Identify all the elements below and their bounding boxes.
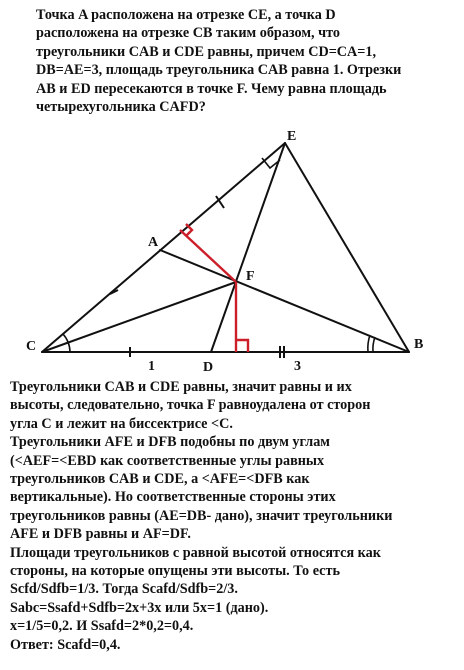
point-label-F: F bbox=[246, 269, 255, 284]
segment-label-CD: 1 bbox=[148, 359, 155, 374]
segment-label-DB: 3 bbox=[294, 359, 301, 374]
segment-AB bbox=[160, 250, 409, 352]
segment-CF-bisector bbox=[42, 282, 236, 352]
solution-line: Scfd/Sdfb=1/3. Тогда Scafd/Sdfb=2/3. bbox=[10, 581, 238, 598]
solution-line: высоты, следовательно, точка F равноудалена от сторон bbox=[10, 397, 371, 414]
problem-line: Точка A расположена на отрезке CE, а точка D bbox=[36, 7, 336, 23]
problem-line: DB=AE=3, площадь треугольника CAB равна 1. Отрезки bbox=[36, 62, 402, 79]
solution-line: Треугольники AFE и DFB подобны по двум углам bbox=[10, 434, 330, 451]
solution-line: треугольников равны (AE=DB- дано), значит треугольники bbox=[10, 507, 393, 524]
point-label-B: B bbox=[414, 337, 424, 352]
right-angle-mark-CE bbox=[186, 224, 192, 236]
point-label-C: C bbox=[26, 339, 37, 354]
point-label-E: E bbox=[287, 129, 297, 144]
solution-line: Площади треугольников с равной высотой относятся как bbox=[10, 544, 381, 561]
point-label-A: A bbox=[148, 235, 159, 250]
solution-line: x=1/5=0,2. И Ssafd=2*0,2=0,4. bbox=[10, 618, 194, 635]
solution-line: Sabc=Ssafd+Sdfb=2x+3x или 5x=1 (дано). bbox=[10, 599, 269, 616]
solution-line: (<AEF=<EBD как соответственные углы равных bbox=[10, 452, 325, 469]
height-F-to-CE bbox=[180, 230, 236, 282]
solution-line: AFE и DFB равны и AF=DF. bbox=[10, 526, 191, 543]
angle-arc-B-1 bbox=[373, 337, 375, 352]
angle-arc-B-2 bbox=[368, 335, 370, 352]
problem-line: AB и ED пересекаются в точке F. Чему равна площадь bbox=[36, 80, 387, 97]
problem-line: треугольники CAB и CDE равны, причем CD=CA=1, bbox=[36, 43, 377, 60]
point-label-D: D bbox=[203, 360, 214, 375]
solution-text bbox=[10, 378, 460, 654]
solution-line: угла C и лежит на биссектрисе <C. bbox=[10, 415, 233, 432]
solution-line: стороны, на которые опущены эти высоты. То есть bbox=[10, 563, 340, 580]
right-angle-mark-CB bbox=[236, 340, 248, 352]
solution-line: Треугольники CAB и CDE равны, значит равны и их bbox=[10, 379, 352, 395]
solution-line: вертикальные). Но соответственные стороны этих bbox=[10, 489, 336, 506]
solution-line: Ответ: Scafd=0,4. bbox=[10, 636, 121, 653]
problem-line: четырехугольника CAFD? bbox=[36, 99, 206, 116]
segment-EB bbox=[285, 143, 409, 352]
solution-line: треугольников CAB и CDE, а <AFE=<DFB как bbox=[10, 471, 310, 488]
problem-line: расположена на отрезке CB таким образом, что bbox=[36, 25, 340, 42]
